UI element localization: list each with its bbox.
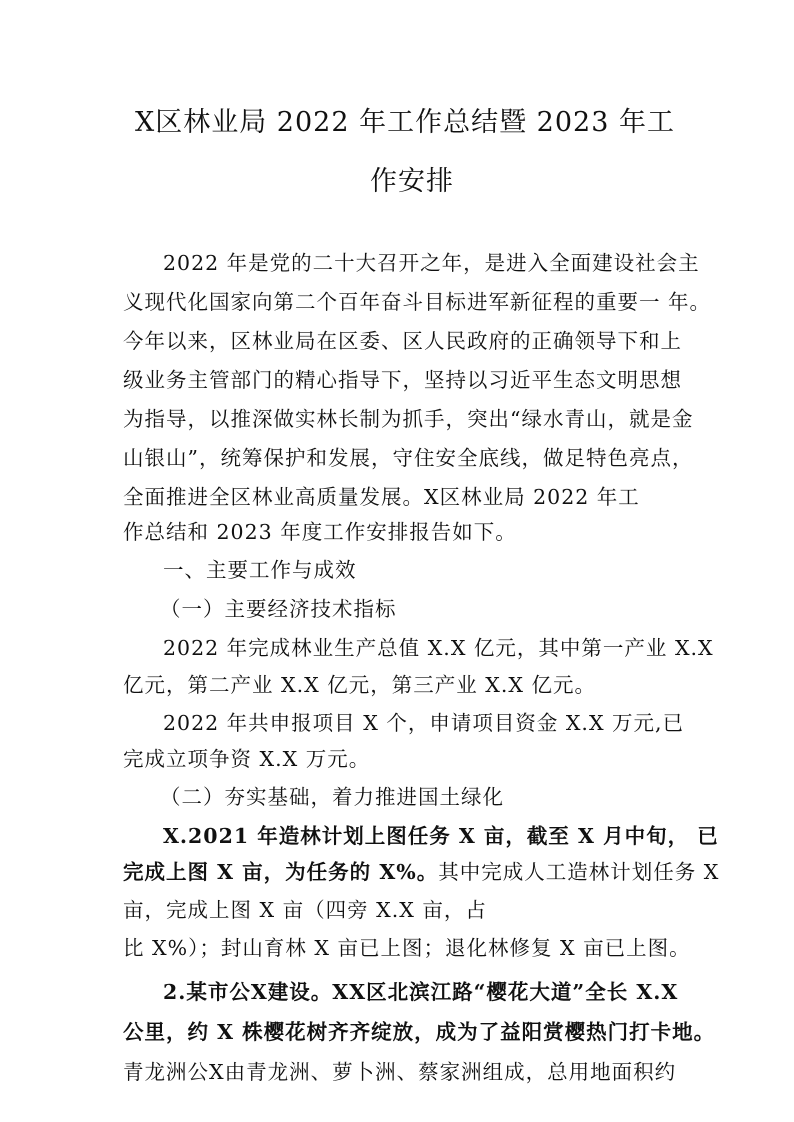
paragraph-line: 完成立项争资 X.X 万元。 (123, 747, 371, 771)
section-heading: 一、主要工作与成效 (163, 558, 357, 582)
item-2-line-3: 青龙洲公X由青龙洲、萝卜洲、蔡家洲组成，总用地面积约 (123, 1060, 677, 1084)
item-1-line-4: 比 X%）；封山育林 X 亩已上图；退化林修复 X 亩已上图。 (123, 936, 691, 960)
item-1-bold-segment: 完成上图 X 亩，为任务的 X%。 (123, 860, 439, 884)
item-1-line-2 (123, 858, 719, 886)
intro-line: 全面推进全区林业高质量发展。X区林业局 2022 年工 (123, 485, 640, 509)
document-title-line-2: 作安排 (370, 166, 454, 197)
intro-line: 作总结和 2023 年度工作安排报告如下。 (123, 520, 517, 544)
item-1-line-3: 亩，完成上图 X 亩（四旁 X.X 亩，占 (123, 898, 487, 922)
subsection-heading: （二）夯实基础，着力推进国土绿化 (160, 785, 504, 809)
document-title-line-1: X区林业局 2022 年工作总结暨 2023 年工 (135, 107, 675, 138)
item-2-bold-line: 公里，约 X 株樱花树齐齐绽放，成为了益阳赏樱热门打卡地。 (123, 1020, 716, 1044)
intro-line: 山银山”，统筹保护和发展，守住安全底线，做足特色亮点， (123, 446, 694, 470)
intro-line: 义现代化国家向第二个百年奋斗目标进军新征程的重要一 年。 (123, 290, 712, 314)
item-1-regular-segment: 其中完成人工造林计划任务 X (438, 860, 720, 884)
subsection-heading: （一）主要经济技术指标 (160, 597, 397, 621)
intro-line: 今年以来，区林业局在区委、区人民政府的正确领导下和上 (123, 329, 682, 353)
intro-line: 2022 年是党的二十大召开之年，是进入全面建设社会主 (163, 251, 700, 275)
paragraph-line: 2022 年共申报项目 X 个，申请项目资金 X.X 万元,已 (163, 711, 685, 735)
item-2-bold-line: 2.某市公X建设。XX区北滨江路“樱花大道”全长 X.X (163, 980, 679, 1004)
intro-line: 级业务主管部门的精心指导下，坚持以习近平生态文明思想 (123, 368, 682, 392)
paragraph-line: 亿元，第二产业 X.X 亿元，第三产业 X.X 亿元。 (123, 673, 596, 697)
item-1-bold-line: X.2021 年造林计划上图任务 X 亩，截至 X 月中旬， 已 (163, 824, 719, 848)
paragraph-line: 2022 年完成林业生产总值 X.X 亿元，其中第一产业 X.X (163, 636, 714, 660)
intro-line: 为指导，以推深做实林长制为抓手，突出“绿水青山，就是金 (123, 407, 694, 431)
